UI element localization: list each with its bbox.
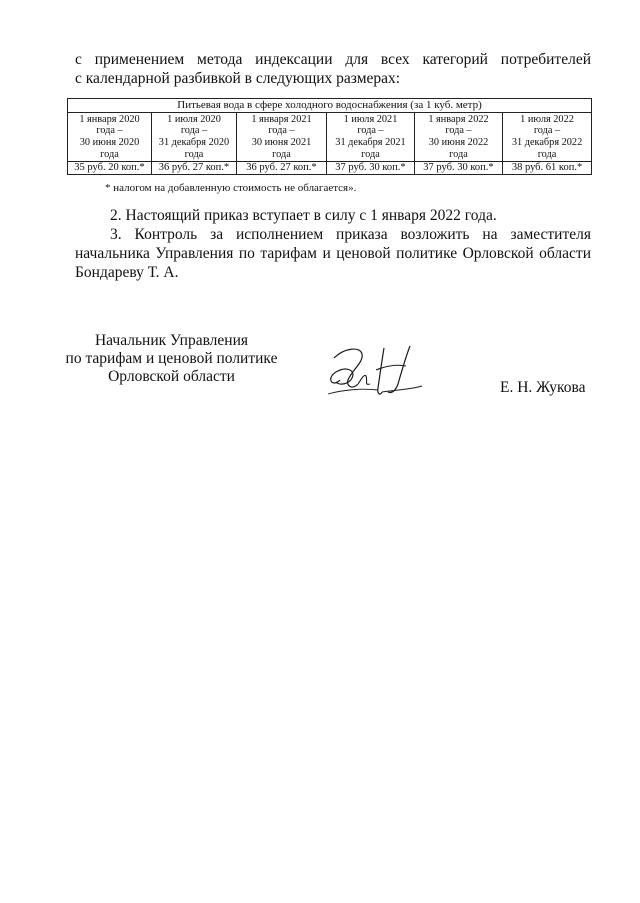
price-cell: 38 руб. 61 коп.*	[503, 162, 592, 175]
period-cell: 1 июля 2021 года – 31 декабря 2021 года	[327, 113, 415, 162]
intro-line-2: с календарной разбивкой в следующих размерах:	[75, 70, 401, 87]
item-3-line-2: начальника Управления по тарифам и ценовой политике Орловской области	[75, 245, 591, 262]
period-cell: 1 июля 2020 года – 31 декабря 2020 года	[152, 113, 237, 162]
vat-footnote: * налогом на добавленную стоимость не облагается».	[105, 182, 357, 194]
signer-name: Е. Н. Жукова	[500, 379, 586, 396]
intro-line-1: с применением метода индексации для всех категорий потребителей	[75, 51, 591, 68]
handwritten-signature	[322, 340, 432, 400]
period-cell: 1 января 2021 года – 30 июня 2021 года	[237, 113, 327, 162]
signatory-title-line-2: по тарифам и ценовой политике	[65, 350, 278, 367]
period-cell: 1 января 2020 года – 30 июня 2020 года	[68, 113, 152, 162]
price-cell: 36 руб. 27 коп.*	[152, 162, 237, 175]
period-cell: 1 июля 2022 года – 31 декабря 2022 года	[503, 113, 592, 162]
price-row	[68, 162, 592, 175]
item-3-line-3: Бондареву Т. А.	[75, 264, 179, 281]
item-2: 2. Настоящий приказ вступает в силу с 1 января 2022 года.	[110, 207, 497, 224]
signatory-title-line-3: Орловской области	[108, 368, 235, 385]
signatory-title	[64, 332, 279, 386]
signatory-title-line-1: Начальник Управления	[94, 332, 249, 349]
price-cell: 37 руб. 30 коп.*	[327, 162, 415, 175]
table-header: Питьевая вода в сфере холодного водоснабжения (за 1 куб. метр)	[68, 99, 592, 113]
period-row	[68, 113, 592, 162]
item-3-line-1: 3. Контроль за исполнением приказа возложить на заместителя	[110, 226, 591, 243]
price-cell: 36 руб. 27 коп.*	[237, 162, 327, 175]
price-cell: 35 руб. 20 коп.*	[68, 162, 152, 175]
price-cell: 37 руб. 30 коп.*	[415, 162, 503, 175]
tariff-table	[67, 98, 592, 175]
period-cell: 1 января 2022 года – 30 июня 2022 года	[415, 113, 503, 162]
